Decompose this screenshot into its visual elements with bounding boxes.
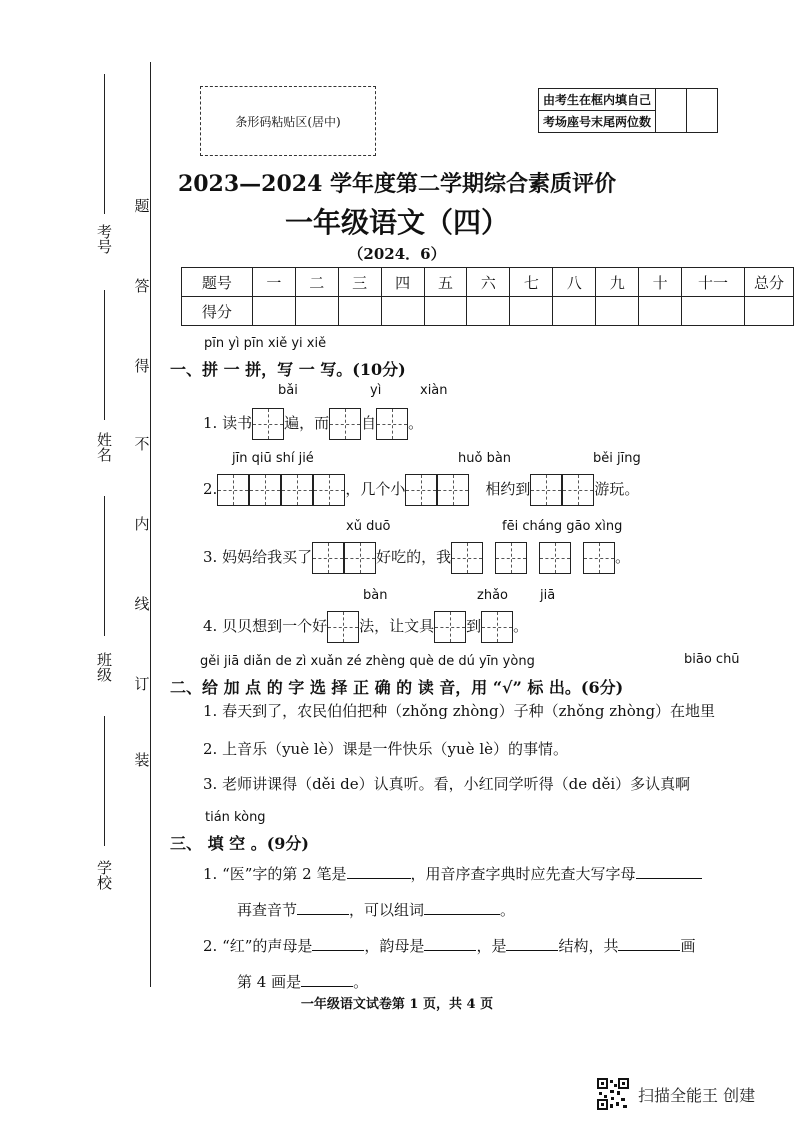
section1-pinyin: pīn yì pīn xiě yi xiě	[204, 336, 327, 351]
writing-grid[interactable]	[376, 408, 408, 440]
score-cell[interactable]	[744, 297, 793, 326]
q2-pinyin-3: běi jīng	[593, 451, 641, 466]
score-table-score-row	[182, 297, 794, 326]
answer-blank[interactable]	[424, 934, 476, 951]
seal-char: 答	[134, 277, 150, 295]
writing-grid[interactable]	[329, 408, 361, 440]
seat-box-instruction-1: 由考生在框内填自己	[539, 89, 656, 111]
writing-grid[interactable]	[530, 474, 562, 506]
score-table-col: 八	[553, 268, 596, 297]
s3-text: 1. “医”字的第 2 笔是	[203, 865, 347, 883]
q3-text: 。	[615, 548, 631, 566]
seal-char: 订	[134, 675, 150, 693]
q1-text: 自	[361, 414, 377, 432]
q2-pinyin-2: huǒ bàn	[458, 451, 512, 466]
score-table	[181, 267, 794, 326]
seat-digit-box-2[interactable]	[687, 89, 718, 133]
writing-grid[interactable]	[434, 611, 466, 643]
writing-grid[interactable]	[481, 611, 513, 643]
s3-text: 画	[680, 937, 696, 955]
section3-q2-line1	[203, 934, 695, 956]
answer-blank[interactable]	[424, 898, 500, 915]
field-school-line	[104, 716, 105, 846]
score-table-col-total: 总分	[744, 268, 793, 297]
answer-blank[interactable]	[301, 970, 353, 987]
seal-char: 不	[134, 435, 150, 453]
q4-pinyin-3: jiā	[540, 588, 556, 603]
barcode-label: 条形码粘贴区(居中)	[235, 114, 341, 129]
q4-pinyin-2: zhǎo	[477, 588, 508, 603]
exam-subtitle: 一年级语文（四）	[284, 206, 509, 239]
seal-char: 装	[134, 751, 150, 769]
writing-grid[interactable]	[252, 408, 284, 440]
scanner-watermark: 扫描全能王 创建	[638, 1086, 756, 1105]
answer-blank[interactable]	[312, 934, 364, 951]
q3-text: 好吃的，我	[376, 548, 452, 566]
seat-digit-box-1[interactable]	[656, 89, 687, 133]
score-cell[interactable]	[639, 297, 682, 326]
q2-text: ，几个小	[345, 480, 406, 498]
q2-text: 2.	[203, 480, 218, 498]
q2-pinyin-1: jīn qiū shí jié	[232, 451, 314, 466]
section2-q1: 1. 春天到了，农民伯伯把种（zhǒng zhòng）子种（zhǒng zhòng）在地里	[203, 702, 716, 720]
section2-heading: 二、给 加 点 的 字 选 择 正 确 的 读 音，用 “√” 标 出。(6分)	[170, 678, 624, 697]
score-table-col: 七	[510, 268, 553, 297]
score-cell[interactable]	[682, 297, 745, 326]
page-footer: 一年级语文试卷第 1 页，共 4 页	[300, 997, 494, 1012]
section2-pinyin: gěi jiā diǎn de zì xuǎn zé zhèng què de dú yīn yòng	[200, 654, 535, 669]
score-table-col: 九	[596, 268, 639, 297]
s3-text: 结构，共	[558, 937, 619, 955]
seal-char: 得	[134, 357, 150, 375]
answer-blank[interactable]	[618, 934, 680, 951]
score-table-col: 十	[639, 268, 682, 297]
seat-number-box	[538, 88, 718, 133]
q3-pinyin-2: fēi cháng gāo xìng	[502, 519, 623, 534]
q1-line	[203, 408, 423, 440]
writing-grid[interactable]	[281, 474, 313, 506]
score-table-col: 一	[252, 268, 295, 297]
q1-pinyin-3: xiàn	[420, 383, 448, 398]
field-class: 班级	[95, 652, 113, 682]
writing-grid[interactable]	[217, 474, 249, 506]
score-table-col: 五	[424, 268, 467, 297]
q3-text: 3. 妈妈给我买了	[203, 548, 313, 566]
field-name: 姓名	[95, 432, 113, 462]
score-cell[interactable]	[510, 297, 553, 326]
q3-pinyin-1: xǔ duō	[346, 519, 391, 534]
answer-blank[interactable]	[506, 934, 558, 951]
q1-pinyin-2: yì	[370, 383, 382, 398]
field-class-line	[104, 496, 105, 636]
q2-text: 游玩。	[594, 480, 640, 498]
s3-text: ，是	[476, 937, 507, 955]
score-table-col: 六	[467, 268, 510, 297]
writing-grid[interactable]	[437, 474, 469, 506]
q4-text: 到	[466, 617, 482, 635]
q1-text: 1. 读书	[203, 414, 253, 432]
writing-grid[interactable]	[249, 474, 281, 506]
s3-text: ，用音序查字典时应先查大写字母	[410, 865, 636, 883]
score-cell[interactable]	[252, 297, 295, 326]
writing-grid[interactable]	[312, 542, 344, 574]
field-school: 学校	[95, 860, 113, 890]
s3-text: 2. “红”的声母是	[203, 937, 313, 955]
exam-title: 2023—2024 学年度第二学期综合素质评价	[177, 171, 617, 197]
score-cell[interactable]	[467, 297, 510, 326]
q4-pinyin-1: bàn	[363, 588, 388, 603]
q3-line	[203, 542, 630, 574]
score-table-col: 三	[338, 268, 381, 297]
field-name-line	[104, 290, 105, 420]
qr-code-icon	[597, 1078, 629, 1110]
score-table-row-label: 得分	[182, 297, 253, 326]
score-cell[interactable]	[596, 297, 639, 326]
section2-pinyin-2: biāo chū	[684, 652, 740, 667]
exam-date: （2024．6）	[348, 245, 446, 263]
q1-pinyin-1: bǎi	[278, 383, 298, 398]
barcode-area	[200, 86, 376, 156]
section3-heading: 三、 填 空 。(9分)	[170, 834, 309, 853]
q1-text: 遍，而	[284, 414, 330, 432]
writing-grid[interactable]	[583, 542, 615, 574]
s3-text: ，可以组词	[349, 901, 425, 919]
score-cell[interactable]	[295, 297, 338, 326]
writing-grid[interactable]	[405, 474, 437, 506]
score-table-header-row	[182, 268, 794, 297]
writing-grid[interactable]	[539, 542, 571, 574]
field-exam-number: 考号	[95, 224, 113, 254]
s3-text: 。	[353, 973, 369, 991]
seat-box-instruction-2: 考场座号末尾两位数	[539, 111, 656, 133]
section2-q3: 3. 老师讲课得（děi de）认真听。看，小红同学听得（de děi）多认真啊	[203, 775, 691, 793]
s3-text: 第 4 画是	[237, 973, 302, 991]
answer-blank[interactable]	[347, 862, 411, 879]
section3-q1-line1	[203, 862, 702, 884]
score-cell[interactable]	[381, 297, 424, 326]
section1-heading: 一、拼 一 拼，写 一 写。(10分)	[170, 360, 406, 379]
writing-grid[interactable]	[562, 474, 594, 506]
writing-grid[interactable]	[327, 611, 359, 643]
writing-grid[interactable]	[344, 542, 376, 574]
score-table-col: 四	[381, 268, 424, 297]
score-table-col: 十一	[682, 268, 745, 297]
seal-char: 题	[134, 197, 150, 215]
q1-text: 。	[408, 414, 424, 432]
answer-blank[interactable]	[297, 898, 349, 915]
s3-text: 。	[500, 901, 516, 919]
score-cell[interactable]	[553, 297, 596, 326]
s3-text: 再查音节	[237, 901, 298, 919]
q4-text: 4. 贝贝想到一个好	[203, 617, 328, 635]
score-table-col: 二	[295, 268, 338, 297]
section3-q2-line2	[237, 970, 368, 992]
section2-q2: 2. 上音乐（yuè lè）课是一件快乐（yuè lè）的事情。	[203, 740, 568, 758]
q4-text: 法，让文具	[359, 617, 435, 635]
q4-text: 。	[513, 617, 529, 635]
seal-char: 内	[134, 515, 150, 533]
answer-blank[interactable]	[636, 862, 702, 879]
s3-text: ，韵母是	[364, 937, 425, 955]
writing-grid[interactable]	[495, 542, 527, 574]
score-table-row-label: 题号	[182, 268, 253, 297]
section3-q1-line2	[237, 898, 515, 920]
writing-grid[interactable]	[313, 474, 345, 506]
score-cell[interactable]	[424, 297, 467, 326]
section3-pinyin: tián kòng	[205, 810, 266, 825]
seal-char: 线	[134, 595, 150, 613]
q4-line	[203, 611, 528, 643]
q2-line	[203, 474, 639, 506]
score-cell[interactable]	[338, 297, 381, 326]
writing-grid[interactable]	[451, 542, 483, 574]
q2-text: 相约到	[485, 480, 531, 498]
